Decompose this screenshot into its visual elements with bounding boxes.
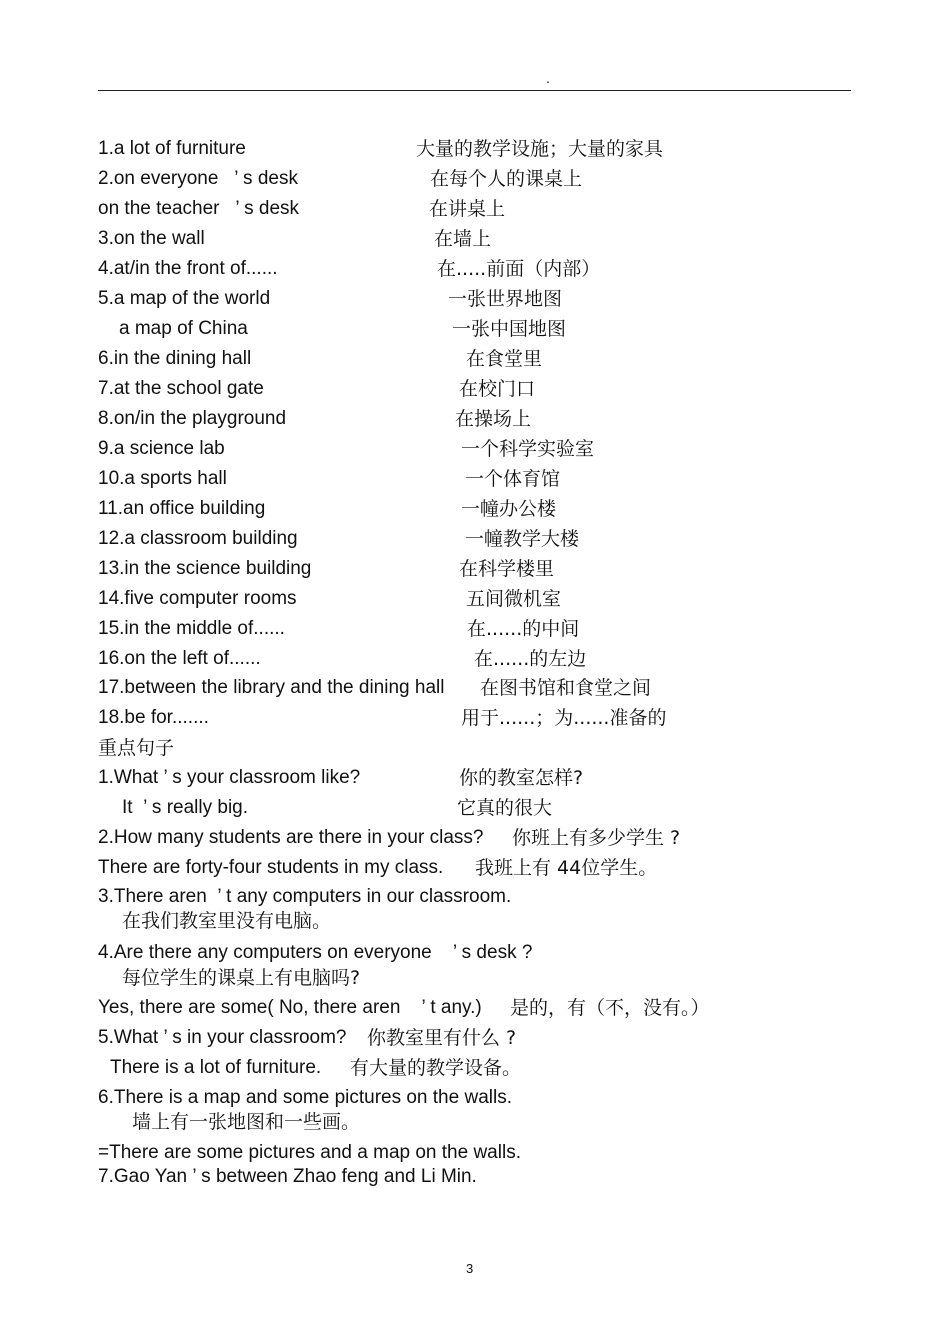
phrase-11-cn: 一幢办公楼 — [461, 498, 557, 520]
sentence-2-en: 2.How many students are there in your class? — [98, 827, 484, 848]
phrase-1-en: 1.a lot of furniture — [98, 138, 246, 159]
phrase-2b-cn: 在讲桌上 — [429, 198, 506, 220]
sentence-6-cn: 墙上有一张地图和一些画。 — [132, 1111, 361, 1133]
phrase-5-en: 5.a map of the world — [98, 288, 271, 309]
phrase-1-cn: 大量的教学设施；大量的家具 — [416, 138, 664, 160]
phrase-5b-cn: 一张中国地图 — [452, 318, 567, 340]
phrase-12-en: 12.a classroom building — [98, 528, 298, 549]
phrase-3-en: 3.on the wall — [98, 228, 205, 249]
sentence-2b-en: There are forty-four students in my class. — [98, 857, 444, 878]
sentence-7-en: 7.Gao Yan ’ s between Zhao feng and Li Min. — [98, 1166, 477, 1187]
phrase-14-cn: 五间微机室 — [466, 588, 562, 610]
phrase-15-en: 15.in the middle of...... — [98, 618, 285, 639]
phrase-2-en: 2.on everyone ’ s desk — [98, 168, 298, 189]
header-dot: . — [546, 70, 550, 86]
sentence-6-en: 6.There is a map and some pictures on the walls. — [98, 1087, 512, 1108]
sentence-6b-en: =There are some pictures and a map on the walls. — [98, 1142, 521, 1163]
phrase-5-cn: 一张世界地图 — [448, 288, 563, 310]
phrase-5b-en: a map of China — [119, 318, 248, 339]
sentence-5b-en: There is a lot of furniture. — [110, 1057, 322, 1078]
page-number: 3 — [466, 1261, 474, 1276]
phrase-8-cn: 在操场上 — [455, 408, 532, 430]
phrase-16-en: 16.on the left of...... — [98, 648, 261, 669]
sentence-2b-cn: 我班上有 44位学生。 — [475, 857, 658, 879]
phrase-6-en: 6.in the dining hall — [98, 348, 252, 369]
phrase-13-cn: 在科学楼里 — [459, 558, 555, 580]
phrase-14-en: 14.five computer rooms — [98, 588, 297, 609]
sentence-3-cn: 在我们教室里没有电脑。 — [122, 910, 332, 932]
phrase-17-en: 17.between the library and the dining hall — [98, 677, 445, 698]
phrase-4-cn: 在.....前面（内部） — [437, 258, 601, 280]
sentence-1b-cn: 它真的很大 — [457, 797, 553, 819]
phrase-11-en: 11.an office building — [98, 498, 266, 519]
phrase-9-cn: 一个科学实验室 — [461, 438, 595, 460]
phrase-18-cn: 用于......；为......准备的 — [461, 707, 667, 729]
sentence-4-cn: 每位学生的课桌上有电脑吗? — [122, 967, 361, 989]
sentence-1b-en: It ’ s really big. — [122, 797, 249, 818]
sentence-5b-cn: 有大量的教学设备。 — [350, 1057, 522, 1079]
phrase-15-cn: 在......的中间 — [467, 618, 580, 640]
phrase-16-cn: 在......的左边 — [474, 648, 587, 670]
sentence-4b-cn: 是的，有（不，没有。） — [510, 997, 710, 1019]
phrase-12-cn: 一幢教学大楼 — [465, 528, 580, 550]
sentence-4-en: 4.Are there any computers on everyone ’ s desk ? — [98, 942, 533, 963]
sentence-4b-en: Yes, there are some( No, there aren ’ t any.) — [98, 997, 482, 1018]
phrase-13-en: 13.in the science building — [98, 558, 312, 579]
sentence-3-en: 3.There aren ’ t any computers in our classroom. — [98, 886, 512, 907]
phrase-2b-en: on the teacher ’ s desk — [98, 198, 300, 219]
phrase-17-cn: 在图书馆和食堂之间 — [480, 677, 652, 699]
sentence-1-cn: 你的教室怎样? — [459, 767, 584, 789]
phrase-6-cn: 在食堂里 — [466, 348, 543, 370]
phrase-18-en: 18.be for....... — [98, 707, 209, 728]
sentence-5-en: 5.What ’ s in your classroom? — [98, 1027, 347, 1048]
phrase-4-en: 4.at/in the front of...... — [98, 258, 278, 279]
section-title: 重点句子 — [98, 737, 175, 759]
phrase-8-en: 8.on/in the playground — [98, 408, 287, 429]
header-rule — [98, 90, 851, 91]
sentence-2-cn: 你班上有多少学生 ? — [512, 827, 681, 849]
phrase-9-en: 9.a science lab — [98, 438, 225, 459]
phrase-10-cn: 一个体育馆 — [465, 468, 561, 490]
phrase-10-en: 10.a sports hall — [98, 468, 227, 489]
phrase-2-cn: 在每个人的课桌上 — [430, 168, 583, 190]
phrase-7-cn: 在校门口 — [459, 378, 536, 400]
sentence-1-en: 1.What ’ s your classroom like? — [98, 767, 361, 788]
sentence-5-cn: 你教室里有什么 ? — [367, 1027, 517, 1049]
phrase-7-en: 7.at the school gate — [98, 378, 264, 399]
phrase-3-cn: 在墙上 — [434, 228, 492, 250]
